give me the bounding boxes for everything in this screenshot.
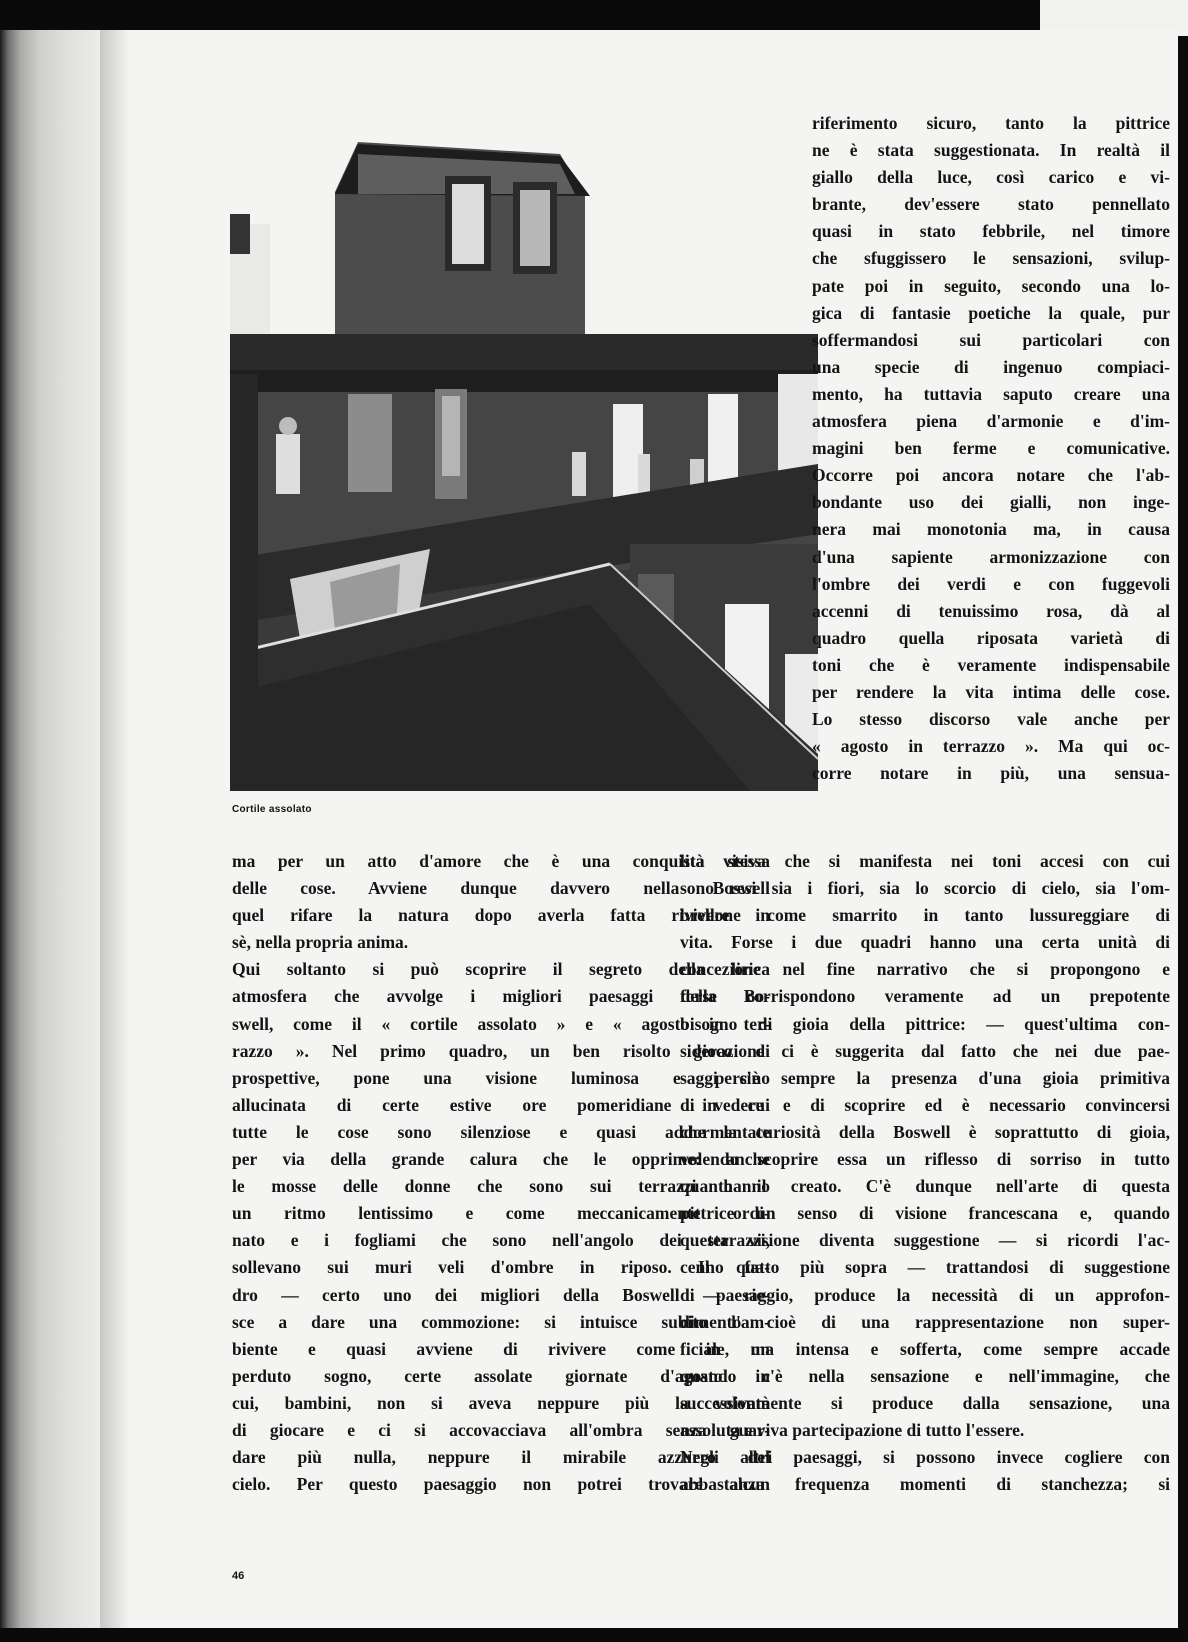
text-line: riferimento sicuro, tanto la pittrice [812,113,1170,133]
text-line: sè, nella propria anima. [232,932,409,953]
text-line: di vedere e di scoprire ed è necessario convincersi [680,1094,1170,1115]
text-line: concezione nel fine narrativo che si propongono e [680,959,1170,980]
text-line: lità visiva che si manifesta nei toni accesi con cui [680,851,1170,871]
text-line: pate poi in seguito, secondo una lo- [812,275,1170,296]
scan-top-border [0,0,1188,30]
text-line: abbastanza frequenza momenti di stanchezza; si [680,1474,1170,1495]
painting-illustration [230,134,818,791]
book-page-edges [0,30,100,1628]
text-line: assoluta e viva partecipazione di tutto l'essere. [680,1419,1025,1440]
text-line: un ritmo lentissimo e come meccanicamente ordi- [232,1203,770,1224]
text-line: bisogno di gioia della pittrice: — quest'ultima con- [680,1013,1170,1034]
text-line: forse corrispondono veramente ad un prepotente [680,986,1170,1007]
text-line: Occorre poi ancora notare che l'ab- [812,465,1170,486]
text-line: biente e quasi avviene di rivivere come in un [232,1338,770,1359]
gutter-shadow [100,30,130,1628]
text-line: sce a dare una commozione: si intuisce subito l'am- [232,1311,770,1332]
text-line: brante, dev'essere stato pennellato [812,194,1170,215]
text-line: gica di fantasie poetiche la quale, pur [812,302,1170,323]
text-line: cenno fatto più sopra — trattandosi di suggestione [680,1257,1170,1278]
text-line: corre notare in più, una sensua- [812,763,1170,784]
text-line: volendo scoprire essa un riflesso di sorriso in tutto [680,1149,1170,1170]
page-number: 46 [232,1570,245,1582]
text-line: questa visione diventa suggestione — si ricordi l'ac- [680,1230,1170,1251]
text-line: per rendere la vita intima delle cose. [812,681,1170,702]
text-line: mento, ha tuttavia saputo creare una [812,383,1170,404]
text-line: che la curiosità della Boswell è soprattutto di gioia, [680,1121,1170,1142]
text-line: che sfuggissero le sensazioni, svilup- [812,248,1170,269]
text-line: per via della grande calura che le opprime: anche [232,1149,770,1170]
text-line: prospettive, pone una visione luminosa e persino [232,1067,770,1088]
text-line: nato e i fogliami che sono nell'angolo dei terrazzi, [232,1230,770,1251]
text-line: sollevano sui muri veli d'ombre in riposo. Il qua- [232,1257,770,1278]
text-line: quando c'è nella sensazione e nell'immagine, che [680,1365,1170,1386]
text-line: quanto il creato. C'è dunque nell'arte di questa [680,1176,1170,1197]
text-line: saggi c'è sempre la presenza d'una gioia primitiva [680,1067,1170,1088]
text-line: tutte le cose sono silenziose e quasi addormentate [232,1121,770,1142]
text-line: ficiale, ma intensa e sofferta, come sempre accade [680,1338,1170,1359]
text-line: di paesaggio, produce la necessità di un approfon- [680,1284,1170,1305]
text-line: perduto sogno, certe assolate giornate d'agosto in [232,1365,770,1386]
text-line: accenni di tenuissimo rosa, dà al [812,600,1170,621]
text-line: magini ben ferme e comunicative. [812,438,1170,459]
text-line: atmosfera che avvolge i migliori paesaggi della Bo- [232,986,770,1007]
text-line: « agosto in terrazzo ». Ma qui oc- [812,736,1170,757]
text-line: ne è stata suggestionata. In realtà il [812,140,1170,161]
text-line: ma per un atto d'amore che è una conquista stessa [232,851,770,871]
text-line: cielo. Per questo paesaggio non potrei trovare alcun [232,1474,770,1495]
text-line: dare più nulla, neppure il mirabile azzurro del [232,1447,770,1468]
text-line: Lo stesso discorso vale anche per [812,709,1170,730]
text-line: cui, bambini, non si aveva neppure più la volontà [232,1392,770,1413]
photo-caption: Cortile assolato [232,804,312,815]
text-line: quadro quella riposata varietà di [812,627,1170,648]
text-line: successivamente si produce dalla sensazione, una [680,1392,1170,1413]
text-line: brellone come smarrito in tanto lussureggiare di [680,905,1170,926]
text-line: quel rifare la natura dopo averla fatta rivivere in [232,905,770,926]
right-column-top [812,110,1170,787]
text-line: dro — certo uno dei migliori della Boswell — rie- [232,1284,770,1305]
text-line: d'una sapiente armonizzazione con [812,546,1170,567]
text-line: soffermandosi sui particolari con [812,329,1170,350]
right-column-bottom [680,848,1170,1498]
text-line: quasi in stato febbrile, nel timore [812,221,1170,242]
text-line: una specie di ingenuo compiaci- [812,356,1170,377]
text-line: Qui soltanto si può scoprire il segreto della lirica [232,959,770,980]
text-line: allucinata di certe estive ore pomeridiane in cui [232,1094,770,1115]
scan-bottom-border [0,1628,1188,1642]
text-line: sono resi sia i fiori, sia lo scorcio di cielo, sia l'om- [680,878,1170,899]
text-line: swell, come il « cortile assolato » e « agosto in ter- [232,1013,770,1034]
text-line: le mosse delle donne che sono sui terrazzi hanno [232,1176,770,1197]
text-line: delle cose. Avviene dunque davvero nella Boswell [232,878,770,899]
text-line: toni che è veramente indispensabile [812,654,1170,675]
text-line: Negli altri paesaggi, si possono invece cogliere con [680,1447,1170,1468]
text-line: nera mai monotonia ma, in causa [812,519,1170,540]
text-line: razzo ». Nel primo quadro, un ben risolto gioco di [232,1040,770,1061]
text-line: pittrice un senso di visione francescana e, quando [680,1203,1170,1224]
text-line: bondante uso dei gialli, non inge- [812,492,1170,513]
text-line: l'ombre dei verdi e con fuggevoli [812,573,1170,594]
text-line: giallo della luce, così carico e vi- [812,167,1170,188]
magazine-page [100,30,1178,1628]
painting-photo [230,134,818,791]
text-line: dimento cioè di una rappresentazione non super- [680,1311,1170,1332]
text-line: siderazione ci è suggerita dal fatto che nei due pae- [680,1040,1170,1061]
text-line: di giocare e ci si accovacciava all'ombra senza guar- [232,1419,770,1440]
text-line: vita. Forse i due quadri hanno una certa unità di [680,932,1170,953]
text-line: atmosfera piena d'armonie e d'im- [812,411,1170,432]
